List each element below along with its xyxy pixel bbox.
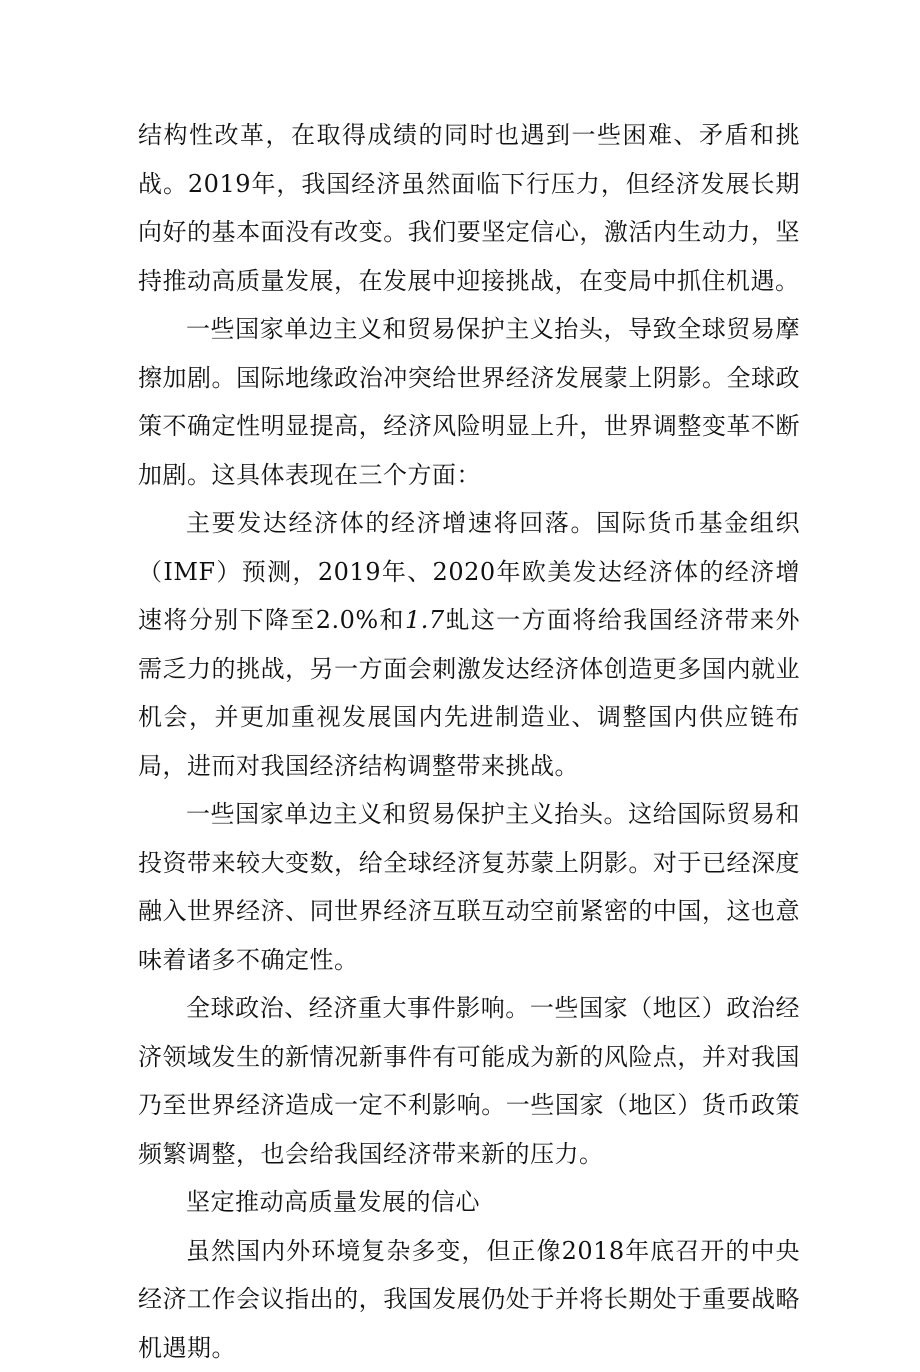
paragraph-3-text-before: 主要发达经济体的经济增速将回落。国际货币基金组织（IMF）预测，2019年、2020年欧美发达经济体的经济增速将分别下降至2.0%和	[138, 509, 800, 634]
section-heading: 坚定推动高质量发展的信心	[138, 1178, 800, 1227]
paragraph-3-text-after: 虬这一方面将给我国经济带来外需乏力的挑战，另一方面会刺激发达经济体创造更多国内就业机会，并更加重视发展国内先进制造业、调整国内供应链布局，进而对我国经济结构调整带来挑战。	[138, 606, 800, 780]
paragraph-1: 结构性改革，在取得成绩的同时也遇到一些困难、矛盾和挑战。2019年，我国经济虽然面临下行压力，但经济发展长期向好的基本面没有改变。我们要坚定信心，激活内生动力，坚持推动高质量发展，在发展中迎接挑战，在变局中抓住机遇。	[138, 111, 800, 305]
paragraph-4: 一些国家单边主义和贸易保护主义抬头。这给国际贸易和投资带来较大变数，给全球经济复苏蒙上阴影。对于已经深度融入世界经济、同世界经济互联互动空前紧密的中国，这也意味着诸多不确定性。	[138, 790, 800, 984]
paragraph-5: 全球政治、经济重大事件影响。一些国家（地区）政治经济领域发生的新情况新事件有可能成为新的风险点，并对我国乃至世界经济造成一定不利影响。一些国家（地区）货币政策频繁调整，也会给我国经济带来新的压力。	[138, 984, 800, 1178]
paragraph-3	[138, 499, 800, 790]
paragraph-3-italic-value: 1.7	[405, 606, 445, 634]
document-body	[138, 111, 800, 1372]
paragraph-2: 一些国家单边主义和贸易保护主义抬头，导致全球贸易摩擦加剧。国际地缘政治冲突给世界经济发展蒙上阴影。全球政策不确定性明显提高，经济风险明显上升，世界调整变革不断加剧。这具体表现在三个方面：	[138, 305, 800, 499]
paragraph-6: 虽然国内外环境复杂多变，但正像2018年底召开的中央经济工作会议指出的，我国发展仍处于并将长期处于重要战略机遇期。	[138, 1227, 800, 1372]
